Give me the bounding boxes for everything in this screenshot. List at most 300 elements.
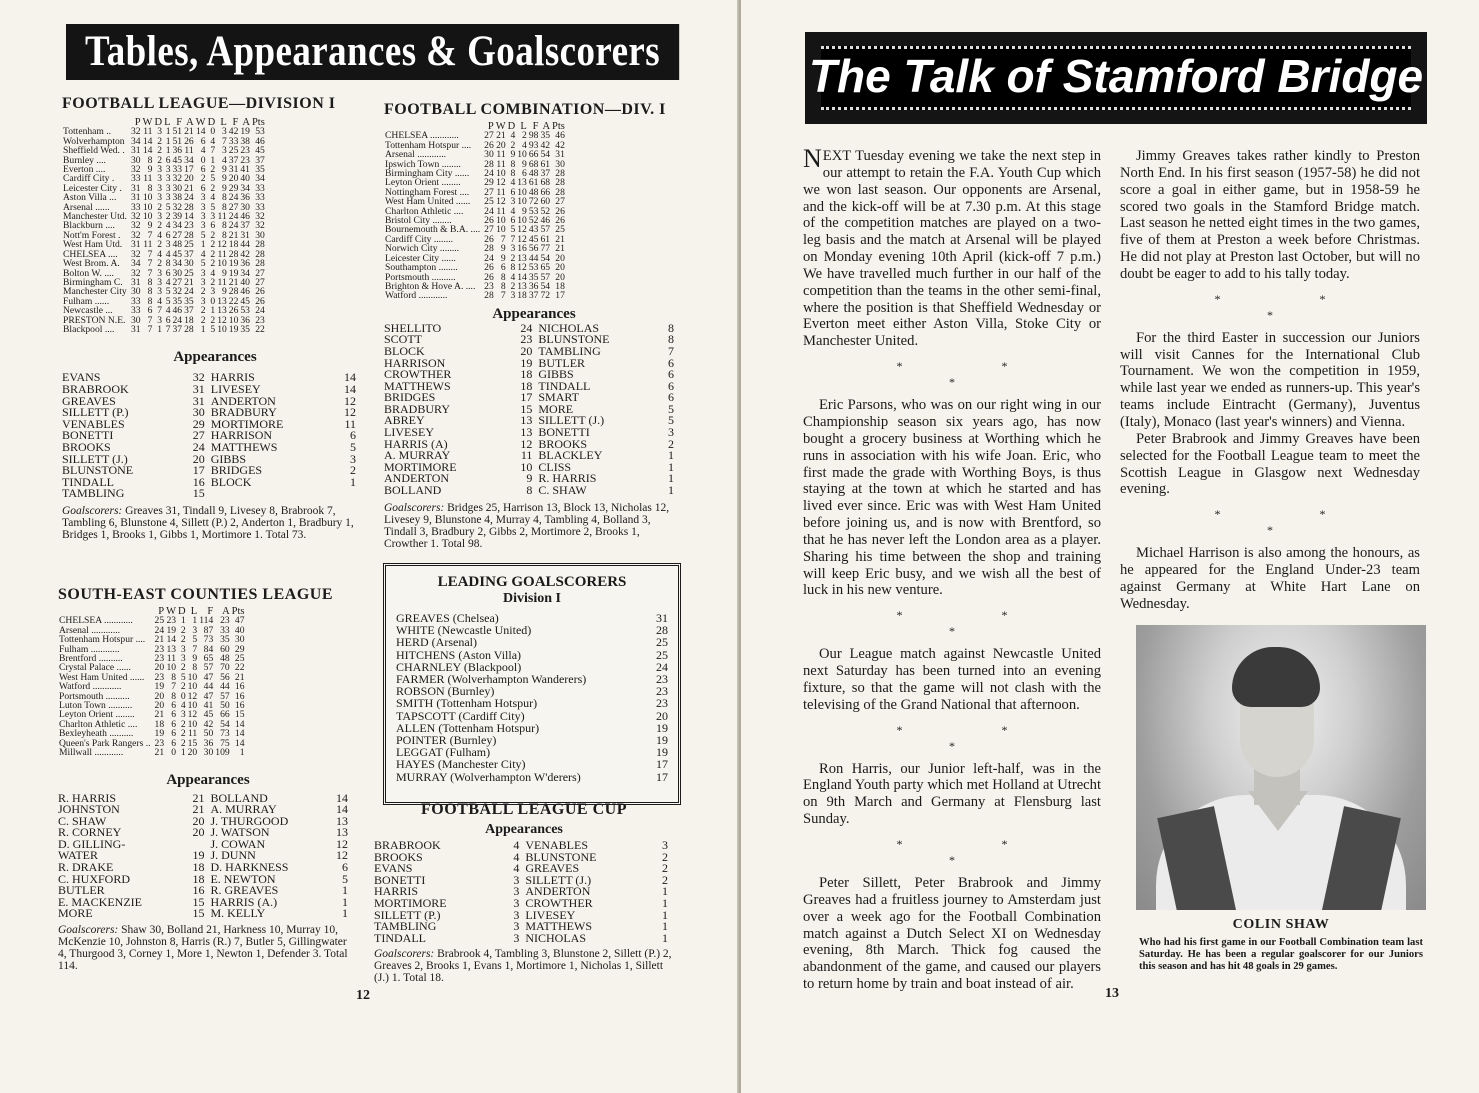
stat-cell: 2 bbox=[210, 276, 216, 288]
player-name: SILLETT (J.) bbox=[525, 872, 592, 887]
goalscorer-row bbox=[396, 636, 668, 648]
stat-cell: 8 bbox=[192, 662, 198, 674]
appearance-count: 5 bbox=[668, 401, 674, 416]
appearance-count: 8 bbox=[526, 483, 533, 498]
league-cup-goalscorers-text: Brabrook 4, Tambling 3, Blunstone 2, Sillett (P.) 2, Greaves 2, Brooks 1, Evans 1, Mortimore 1, Nicholas 1, Sillett (J.) 1. Total 18. bbox=[374, 948, 672, 985]
stat-cell: 28 bbox=[255, 248, 265, 260]
appearance-count: 13 bbox=[336, 825, 348, 840]
stat-cell: 21 bbox=[234, 671, 245, 683]
stat-cell: 3 bbox=[165, 173, 171, 185]
stat-cell: 11 bbox=[166, 653, 177, 665]
appearance-count: 16 bbox=[192, 883, 205, 898]
team-name: Queen's Park Rangers .. bbox=[59, 737, 151, 749]
combination-appearances bbox=[384, 320, 680, 498]
stat-cell: 44 bbox=[220, 681, 230, 693]
appearance-count: 1 bbox=[668, 459, 674, 474]
player-name: SILLETT (P.) bbox=[62, 405, 129, 420]
stat-cell: 32 bbox=[130, 267, 141, 279]
stat-cell: 26 bbox=[555, 215, 565, 227]
stat-cell: 3 bbox=[157, 182, 163, 194]
appearance-count: 18 bbox=[192, 871, 205, 886]
team-name: Tottenham Hotspur .... bbox=[385, 139, 472, 151]
stat-cell: 14 bbox=[517, 271, 527, 283]
stat-cell: 28 bbox=[184, 229, 194, 241]
stat-cell: 10 bbox=[217, 323, 227, 335]
stat-cell: 2 bbox=[522, 130, 527, 142]
player-name: J. COWAN bbox=[210, 836, 266, 851]
stat-cell: 10 bbox=[517, 186, 527, 198]
player-name: BRADBURY bbox=[210, 405, 277, 420]
stat-cell: 53 bbox=[240, 305, 250, 317]
stat-cell: 1 bbox=[200, 323, 206, 335]
stat-cell: 33 bbox=[130, 305, 141, 317]
stat-cell: 6 bbox=[171, 737, 177, 749]
stat-cell: 31 bbox=[130, 192, 141, 204]
stat-cell: 9 bbox=[522, 158, 527, 170]
stat-cell: 6 bbox=[171, 709, 177, 721]
stat-cell: 23 bbox=[166, 615, 177, 627]
stat-cell: 12 bbox=[217, 239, 227, 251]
stat-cell: 1 bbox=[165, 135, 171, 147]
column-header: F bbox=[207, 606, 214, 617]
stat-cell: 11 bbox=[496, 158, 506, 170]
stat-cell: 11 bbox=[496, 149, 506, 161]
stat-cell: 36 bbox=[240, 258, 250, 270]
stat-cell: 14 bbox=[234, 737, 245, 749]
appearance-count: 3 bbox=[513, 872, 520, 887]
stat-cell: 4 bbox=[510, 130, 516, 142]
stat-cell: 7 bbox=[221, 135, 227, 147]
player-name: MORTIMORE bbox=[384, 459, 457, 474]
player-name: NICHOLAS bbox=[538, 320, 600, 335]
appearance-count: 15 bbox=[520, 401, 533, 416]
page-number-right: 13 bbox=[1105, 986, 1119, 1001]
column-header: D bbox=[178, 606, 186, 617]
stat-cell: 34 bbox=[172, 258, 183, 270]
stat-cell: 34 bbox=[172, 220, 183, 232]
team-name: Newcastle ... bbox=[63, 305, 113, 317]
stat-cell: 51 bbox=[172, 126, 183, 138]
team-name: Luton Town .......... bbox=[59, 700, 133, 712]
stat-cell: 23 bbox=[184, 220, 194, 232]
stat-cell: 20 bbox=[228, 173, 239, 185]
stat-cell: 3 bbox=[157, 192, 163, 204]
team-name: Cardiff City . bbox=[63, 173, 115, 185]
secl-goalscorers-text: Shaw 30, Bolland 21, Harkness 10, Murray 10, McKenzie 10, Johnston 8, Harris (R.) 7, Butler 5, Gillingwater 4, Thurgood 3, Corney 1, More 1, Newton 1, Defender 3. Total 114. bbox=[58, 924, 348, 973]
goal-count: 28 bbox=[656, 623, 668, 638]
stat-cell: 27 bbox=[255, 267, 265, 279]
stat-cell: 6 bbox=[200, 182, 206, 194]
player-name: HARRIS (A) bbox=[384, 436, 448, 451]
photo-caption-text: Who had his first game in our Football Combination team last Saturday. He has been a regular goalscorer for our Juniors this season and has hit 48 goals in 29 games. bbox=[1139, 937, 1423, 973]
stat-cell: 6 bbox=[522, 168, 527, 180]
player-name: R. HARRIS bbox=[58, 790, 117, 805]
column-header: P bbox=[158, 606, 165, 617]
appearance-count: 6 bbox=[350, 428, 356, 443]
column-header: D bbox=[207, 117, 216, 128]
secl-section bbox=[58, 586, 358, 972]
stat-cell: 3 bbox=[192, 624, 198, 636]
appearance-row bbox=[374, 852, 674, 864]
stat-cell: 6 bbox=[200, 135, 206, 147]
stat-cell: 77 bbox=[540, 243, 551, 255]
goalscorer-name: LEGGAT (Fulham) bbox=[396, 745, 491, 760]
appearance-count: 2 bbox=[662, 872, 668, 887]
appearance-count: 13 bbox=[520, 425, 533, 440]
stat-cell: 12 bbox=[187, 709, 198, 721]
stat-cell: 15 bbox=[187, 737, 198, 749]
team-name: Watford ............ bbox=[59, 681, 122, 693]
appearance-count: 21 bbox=[192, 802, 205, 817]
stat-cell: 12 bbox=[496, 177, 506, 189]
stat-cell: 11 bbox=[184, 145, 194, 157]
player-name: WATER bbox=[58, 848, 98, 863]
column-header: A bbox=[242, 117, 250, 128]
stat-cell: 7 bbox=[165, 323, 171, 335]
stat-cell: 1 bbox=[165, 145, 171, 157]
league-cup-goalscorers bbox=[374, 948, 674, 984]
appearance-row bbox=[62, 488, 362, 500]
appearance-count: 3 bbox=[513, 919, 520, 934]
stat-cell: 4 bbox=[210, 267, 216, 279]
stat-cell: 6 bbox=[510, 186, 516, 198]
team-name: West Brom. A. bbox=[63, 258, 120, 270]
stat-cell: 21 bbox=[228, 229, 239, 241]
stat-cell: 23 bbox=[240, 154, 250, 166]
stat-cell: 2 bbox=[157, 201, 163, 213]
player-name: SILLETT (J.) bbox=[538, 413, 605, 428]
stat-cell: 72 bbox=[528, 196, 539, 208]
stat-cell: 5 bbox=[180, 671, 186, 683]
goal-count: 23 bbox=[656, 672, 668, 687]
stat-cell: 51 bbox=[172, 135, 183, 147]
appearance-count: 18 bbox=[520, 378, 533, 393]
stat-cell: 8 bbox=[221, 192, 227, 204]
team-name: Tottenham Hotspur .... bbox=[59, 634, 146, 646]
stat-cell: 28 bbox=[555, 168, 565, 180]
player-name: HARRIS bbox=[374, 884, 419, 899]
stat-cell: 44 bbox=[528, 252, 539, 264]
stat-cell: 4 bbox=[157, 229, 163, 241]
stat-cell: 37 bbox=[528, 290, 539, 302]
stat-cell: 12 bbox=[496, 196, 506, 208]
appearance-count: 2 bbox=[350, 463, 356, 478]
stat-cell: 8 bbox=[221, 229, 227, 241]
stat-cell: 2 bbox=[210, 248, 216, 260]
combination-goalscorers-text: Bridges 25, Harrison 13, Block 13, Nicholas 12, Livesey 9, Blunstone 4, Murray 4, Tambling 4, Bolland 3, Tindall 3, Bradbury 2, Gibbs 2, Mortimore 2, Brooks 1, Crowther 1. Total 98. bbox=[384, 501, 670, 550]
stat-cell: 7 bbox=[157, 305, 163, 317]
goalscorer-name: GREAVES (Chelsea) bbox=[396, 611, 499, 625]
player-name: NICHOLAS bbox=[525, 930, 586, 945]
team-name: Leyton Orient ........ bbox=[59, 709, 135, 721]
stat-cell: 19 bbox=[166, 624, 177, 636]
player-name: BUTLER bbox=[58, 883, 105, 898]
div1-appearances bbox=[62, 372, 362, 500]
appearance-count: 12 bbox=[344, 405, 356, 420]
stat-cell: 25 bbox=[234, 653, 245, 665]
goal-count: 31 bbox=[656, 611, 668, 625]
stat-cell: 3 bbox=[165, 164, 171, 176]
team-name: Manchester Utd. bbox=[63, 211, 127, 223]
appearance-count: 24 bbox=[192, 439, 205, 454]
stat-cell: 3 bbox=[180, 709, 186, 721]
stat-cell: 23 bbox=[154, 671, 165, 683]
column-header: Pts bbox=[251, 117, 265, 128]
team-name: Blackburn .... bbox=[63, 220, 115, 232]
appearance-row bbox=[384, 323, 680, 335]
stat-cell: 5 bbox=[510, 224, 516, 236]
stat-cell: 8 bbox=[147, 154, 153, 166]
stat-cell: 10 bbox=[496, 168, 506, 180]
stat-cell: 11 bbox=[143, 173, 153, 185]
stat-cell: 3 bbox=[157, 211, 163, 223]
stat-cell: 22 bbox=[255, 323, 265, 335]
photo-caption-name: COLIN SHAW bbox=[1232, 917, 1330, 932]
stat-cell: 3 bbox=[180, 643, 186, 655]
appearance-row bbox=[58, 908, 354, 920]
stat-cell: 54 bbox=[540, 280, 551, 292]
stat-cell: 35 bbox=[240, 323, 250, 335]
stat-cell: 10 bbox=[496, 215, 506, 227]
stat-cell: 73 bbox=[220, 728, 230, 740]
player-name: SCOTT bbox=[384, 332, 423, 347]
stat-cell: 7 bbox=[500, 290, 506, 302]
stat-cell: 0 bbox=[210, 295, 216, 307]
appearance-count: 13 bbox=[336, 813, 348, 828]
stat-cell: 2 bbox=[157, 239, 163, 251]
stat-cell: 21 bbox=[555, 243, 565, 255]
stat-cell: 5 bbox=[192, 634, 198, 646]
stat-cell: 7 bbox=[147, 323, 153, 335]
stat-cell: 9 bbox=[522, 205, 527, 217]
stat-cell: 16 bbox=[234, 700, 245, 712]
stat-cell: 8 bbox=[510, 168, 516, 180]
stat-cell: 21 bbox=[496, 130, 506, 142]
right-banner-title: The Talk of Stamford Bridge bbox=[808, 50, 1424, 102]
player-name: HARRIS bbox=[210, 370, 255, 385]
stat-cell: 6 bbox=[171, 700, 177, 712]
column-header: A bbox=[186, 117, 194, 128]
goalscorer-row bbox=[396, 758, 668, 770]
stat-cell: 46 bbox=[172, 305, 183, 317]
stat-cell: 66 bbox=[540, 186, 551, 198]
stat-cell: 14 bbox=[142, 145, 153, 157]
stat-cell: 9 bbox=[500, 252, 506, 264]
stat-cell: 30 bbox=[240, 201, 250, 213]
stat-cell: 34 bbox=[255, 173, 265, 185]
stat-cell: 3 bbox=[200, 201, 206, 213]
team-name: Nottingham Forest .... bbox=[385, 186, 470, 198]
stat-cell: 24 bbox=[154, 624, 165, 636]
appearance-count: 5 bbox=[668, 413, 674, 428]
stat-cell: 10 bbox=[142, 192, 153, 204]
stat-cell: 31 bbox=[130, 323, 141, 335]
stat-cell: 31 bbox=[228, 164, 239, 176]
stat-cell: 6 bbox=[210, 220, 216, 232]
player-name: E. MACKENZIE bbox=[58, 894, 142, 909]
stat-cell: 36 bbox=[528, 280, 539, 292]
stat-cell: 12 bbox=[517, 262, 527, 274]
stat-cell: 32 bbox=[172, 286, 183, 298]
stat-cell: 14 bbox=[234, 728, 245, 740]
article-para-eric-parsons: Eric Parsons, who was on our right wing in our Championship season six years ago, has now bought a grocery business at Worthing which he runs in association with his wife Joan. Eric, who first made the grade with Worthing Boys, is thus staying at the town at which he started and has lived ever since. Eric was with West Ham United before joining us, and is now with Brentford, so that he has never left the London area as a player. Sharing his time between the shop and training will keep Eric busy, and we wish all the best of luck in his new venture. bbox=[803, 397, 1101, 599]
stat-cell: 9 bbox=[221, 164, 227, 176]
stat-cell: 14 bbox=[184, 211, 194, 223]
stat-cell: 30 bbox=[484, 149, 494, 161]
player-name: MORE bbox=[58, 906, 93, 921]
table-row bbox=[58, 748, 246, 757]
team-name: CHELSEA ............ bbox=[59, 615, 133, 627]
article-column-1 bbox=[803, 144, 1101, 993]
player-name: BROOKS bbox=[62, 439, 111, 454]
player-name: C. SHAW bbox=[58, 813, 107, 828]
stat-cell: 3 bbox=[221, 145, 227, 157]
player-name: SILLETT (J.) bbox=[62, 451, 128, 466]
goalscorer-row bbox=[396, 771, 668, 783]
appearance-row bbox=[384, 404, 680, 416]
stat-cell: 45 bbox=[528, 233, 539, 245]
column-header: F bbox=[176, 117, 183, 128]
star-divider: * * * bbox=[1214, 507, 1374, 538]
stat-cell: 10 bbox=[517, 215, 527, 227]
stat-cell: 6 bbox=[165, 154, 171, 166]
team-name: Leicester City . bbox=[63, 182, 122, 194]
player-name: R. HARRIS bbox=[538, 471, 597, 486]
stat-cell: 35 bbox=[172, 295, 183, 307]
appearance-count: 3 bbox=[513, 930, 520, 945]
appearance-count: 12 bbox=[336, 836, 348, 851]
goal-count: 23 bbox=[656, 696, 668, 711]
stat-cell: 13 bbox=[517, 280, 527, 292]
appearance-count: 11 bbox=[344, 416, 356, 431]
column-header: P bbox=[487, 121, 494, 132]
stat-cell: 54 bbox=[540, 252, 551, 264]
stat-cell: 8 bbox=[500, 280, 506, 292]
stat-cell: 68 bbox=[540, 177, 551, 189]
appearance-count: 15 bbox=[192, 906, 205, 921]
appearance-count: 9 bbox=[526, 471, 533, 486]
stat-cell: 10 bbox=[496, 224, 506, 236]
stat-cell: 3 bbox=[510, 290, 516, 302]
stat-cell: 21 bbox=[555, 233, 565, 245]
stat-cell: 3 bbox=[157, 164, 163, 176]
player-name: BLACKLEY bbox=[538, 448, 603, 463]
stat-cell: 2 bbox=[157, 154, 163, 166]
div1-heading: FOOTBALL LEAGUE—DIVISION I bbox=[62, 95, 336, 112]
appearance-count: 1 bbox=[662, 895, 668, 910]
stat-cell: 14 bbox=[166, 634, 177, 646]
stat-cell: 24 bbox=[255, 305, 265, 317]
stat-cell: 3 bbox=[200, 220, 206, 232]
stat-cell: 8 bbox=[147, 276, 153, 288]
article-para-harrison: Michael Harrison is also among the honours, as he appeared for the England Under-23 team against Germany at White Hart Lane on Wednesday. bbox=[1120, 545, 1420, 612]
stat-cell: 9 bbox=[221, 173, 227, 185]
stat-cell: 44 bbox=[203, 681, 214, 693]
stat-cell: 10 bbox=[187, 718, 198, 730]
player-name: ABREY bbox=[384, 413, 425, 428]
stat-cell: 32 bbox=[130, 229, 141, 241]
appearance-count: 8 bbox=[668, 332, 674, 347]
team-name: West Ham United ...... bbox=[59, 671, 145, 683]
stat-cell: 33 bbox=[130, 295, 141, 307]
player-name: TAMBLING bbox=[62, 486, 125, 501]
stat-cell: 31 bbox=[130, 239, 141, 251]
stat-cell: 5 bbox=[165, 286, 171, 298]
stat-cell: 36 bbox=[203, 737, 214, 749]
stat-cell: 17 bbox=[184, 164, 194, 176]
stat-cell: 23 bbox=[154, 643, 165, 655]
player-name: GIBBS bbox=[538, 367, 574, 382]
stat-cell: 4 bbox=[210, 192, 216, 204]
league-cup-heading: FOOTBALL LEAGUE CUP bbox=[421, 801, 627, 818]
stat-cell: 32 bbox=[255, 220, 265, 232]
goalscorer-name: HAYES (Manchester City) bbox=[396, 757, 526, 772]
goalscorer-row bbox=[396, 710, 668, 722]
stat-cell: 48 bbox=[220, 653, 230, 665]
stat-cell: 4 bbox=[200, 248, 206, 260]
appearance-count: 7 bbox=[668, 343, 674, 358]
appearance-count: 1 bbox=[668, 448, 674, 463]
player-name: EVANS bbox=[62, 370, 101, 385]
stat-cell: 30 bbox=[130, 154, 141, 166]
goalscorer-name: CHARNLEY (Blackpool) bbox=[396, 659, 522, 674]
stat-cell: 42 bbox=[228, 126, 239, 138]
div1-goalscorers-label: Goalscorers: bbox=[62, 504, 123, 517]
stat-cell: 40 bbox=[240, 173, 250, 185]
stat-cell: 6 bbox=[165, 229, 171, 241]
stat-cell: 1 bbox=[210, 305, 216, 317]
stat-cell: 42 bbox=[540, 139, 551, 151]
stat-cell: 18 bbox=[184, 314, 194, 326]
player-name: BROOKS bbox=[374, 849, 423, 864]
stat-cell: 7 bbox=[147, 248, 153, 260]
team-name: Watford ............ bbox=[385, 290, 448, 302]
stat-cell: 34 bbox=[130, 135, 141, 147]
stat-cell: 33 bbox=[255, 201, 265, 213]
column-header: Pts bbox=[231, 606, 245, 617]
goalscorer-name: POINTER (Burnley) bbox=[396, 733, 497, 748]
goal-count: 23 bbox=[656, 684, 668, 699]
stat-cell: 31 bbox=[240, 229, 250, 241]
stat-cell: 13 bbox=[217, 295, 227, 307]
appearance-count: 31 bbox=[192, 393, 205, 408]
appearance-count: 21 bbox=[192, 790, 205, 805]
stat-cell: 3 bbox=[510, 243, 516, 255]
stat-cell: 54 bbox=[540, 149, 551, 161]
stat-cell: 32 bbox=[130, 164, 141, 176]
column-header: Pts bbox=[552, 121, 565, 132]
stat-cell: 24 bbox=[484, 252, 494, 264]
league-cup-goalscorers-label: Goalscorers: bbox=[374, 948, 435, 961]
player-name: VENABLES bbox=[525, 838, 588, 852]
stat-cell: 28 bbox=[555, 186, 565, 198]
stat-cell: 34 bbox=[130, 258, 141, 270]
team-name: Brighton & Hove A. .... bbox=[385, 280, 476, 292]
stat-cell: 11 bbox=[143, 239, 153, 251]
player-name: A. MURRAY bbox=[210, 802, 277, 817]
stat-cell: 7 bbox=[147, 314, 153, 326]
stat-cell: 65 bbox=[203, 653, 214, 665]
team-name: Fulham ............ bbox=[59, 643, 120, 655]
stat-cell: 1 bbox=[180, 747, 186, 759]
stat-cell: 20 bbox=[555, 262, 565, 274]
team-name: Leyton Orient ........ bbox=[385, 177, 461, 189]
player-name: ANDERTON bbox=[525, 884, 591, 899]
stat-cell: 6 bbox=[200, 164, 206, 176]
stat-cell: 4 bbox=[165, 220, 171, 232]
stat-cell: 54 bbox=[220, 718, 230, 730]
stat-cell: 7 bbox=[147, 258, 153, 270]
